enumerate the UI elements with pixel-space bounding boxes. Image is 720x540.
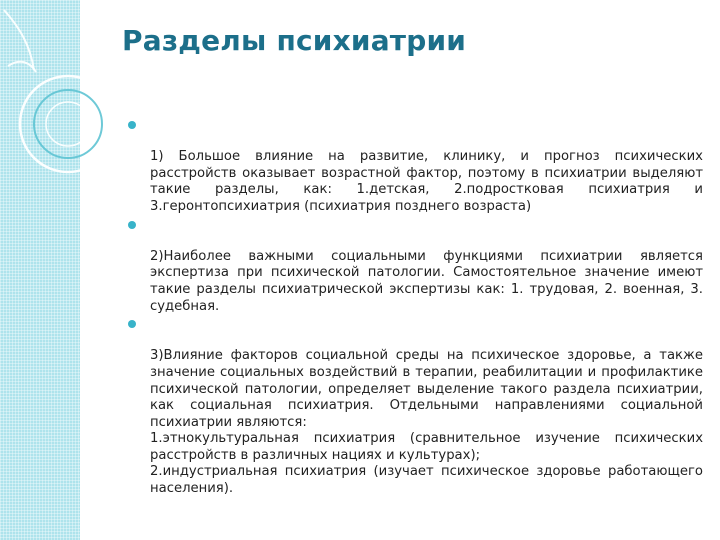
- list-item: [128, 116, 703, 216]
- list-item-text: 2)Наиболее важными социальными функциями психиатрии является экспертиза при психической патологии. Самостоятельное значение имеют такие разделы психиатрической экспертизы как: 1. трудовая, 2. военная, 3. судебная.: [150, 248, 703, 314]
- bullet-list: [128, 116, 703, 498]
- list-item-text: 3)Влияние факторов социальной среды на психическое здоровье, а также значение социальных воздействий в терапии, реабилитации и профилактике психической патологии, определяет выделение такого раздела психиатрии, как социальная психиатрия. Отдельными направлениями социальной психиатрии являются: 1.этнокультуральная психиатрия (сравнительное изучение психических расстройств в различных нациях и культурах); 2.индустриальная психиатрия (изучает психическое здоровье работающего населения).: [150, 348, 703, 497]
- bullet-icon: [128, 221, 136, 229]
- list-item: [128, 315, 703, 498]
- decorative-swirl-icon: [0, 0, 130, 200]
- bullet-icon: [128, 121, 136, 129]
- slide-title: Разделы психиатрии: [122, 24, 467, 57]
- bullet-icon: [128, 320, 136, 328]
- list-item: [128, 216, 703, 316]
- list-item-text: 1) Большое влияние на развитие, клинику, и прогноз психических расстройств оказывает возрастной фактор, поэтому в психиатрии выделяют такие разделы, как: 1.детская, 2.подростковая психиатрия и 3.геронтопсихиатрия (психиатрия позднего возраста): [150, 149, 703, 214]
